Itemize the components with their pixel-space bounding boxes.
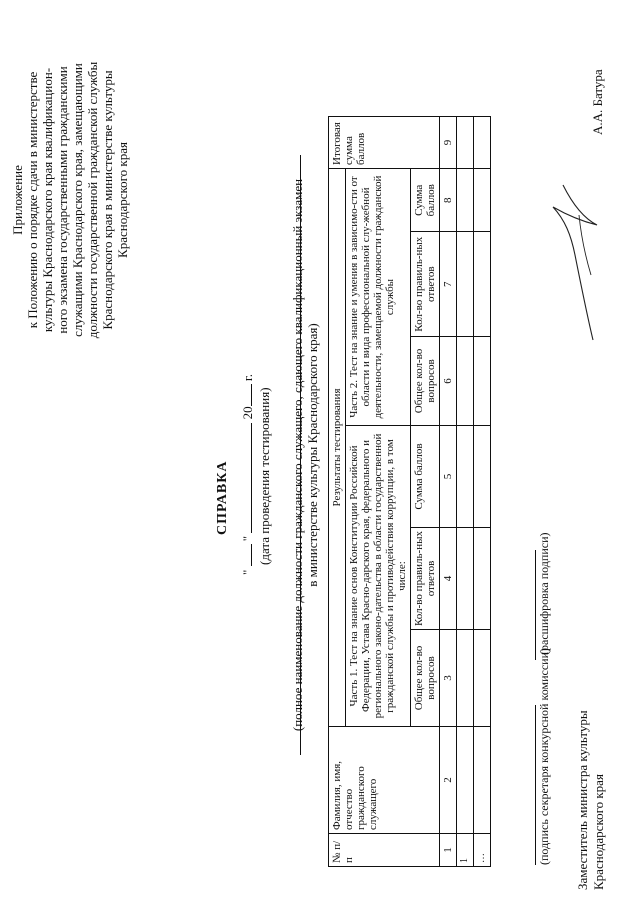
header-results: Результаты тестирования	[329, 169, 346, 727]
col-number-cell: 6	[440, 336, 457, 425]
appendix-block	[10, 50, 130, 350]
sub-total-questions-1: Общее кол-во вопросов	[411, 630, 440, 727]
table-cell: …	[474, 834, 491, 867]
day-blank	[240, 544, 252, 566]
table-cell	[474, 528, 491, 630]
table-row	[457, 117, 474, 867]
header-number: № п/п	[329, 834, 440, 867]
results-table	[328, 116, 491, 867]
secretary-signature-line	[535, 705, 536, 865]
sub-correct-answers-2: Кол-во правиль-ных ответов	[411, 232, 440, 336]
table-cell	[457, 630, 474, 727]
quote-open: "	[240, 569, 255, 575]
table-cell	[474, 426, 491, 528]
signer-title	[575, 710, 607, 890]
table-cell	[474, 727, 491, 834]
appendix-line: ного экзамена государственными гражданскими	[55, 66, 70, 334]
table-cell	[474, 630, 491, 727]
month-blank	[240, 423, 252, 533]
signer-title-line1: Заместитель министра культуры	[575, 710, 590, 890]
table-cell	[474, 117, 491, 169]
col-number-cell: 3	[440, 630, 457, 727]
decoding-caption: (расшифровка подписи)	[537, 532, 551, 655]
year-suffix: г.	[240, 374, 255, 382]
table-cell	[457, 336, 474, 425]
quote-close: "	[240, 535, 255, 542]
appendix-line: Краснодарского края в министерстве культуры	[100, 70, 115, 330]
col-number-cell: 5	[440, 426, 457, 528]
col-number-cell: 9	[440, 117, 457, 169]
table-cell	[457, 528, 474, 630]
col-number-cell: 7	[440, 232, 457, 336]
position-caption-line2: в министерстве культуры Краснодарского края)	[305, 323, 320, 587]
appendix-line: к Положению о порядке сдачи в министерстве	[25, 71, 40, 329]
appendix-line: культуры Краснодарского края квалификацион-	[40, 67, 55, 333]
handwritten-signature	[545, 165, 615, 345]
appendix-line: должности государственной гражданской службы	[85, 61, 100, 339]
col-number-cell: 1	[440, 834, 457, 867]
sub-score-2: Сумма баллов	[411, 169, 440, 232]
table-cell	[457, 117, 474, 169]
date-caption: (дата проведения тестирования)	[257, 387, 272, 565]
sub-total-questions-2: Общее кол-во вопросов	[411, 336, 440, 425]
year-blank	[240, 384, 252, 406]
header-total: Итоговая сумма баллов	[329, 117, 440, 169]
position-caption-line1: (полное наименование должности гражданского служащего, сдающего квалификационный экзамен	[290, 178, 305, 732]
header-part2: Часть 2. Тест на знание и умения в зависимо-сти от области и вида профессиональной слу-жебной деятельности, замещаемой должности гражданской службы	[346, 169, 411, 426]
table-cell: 1	[457, 834, 474, 867]
position-caption	[290, 145, 320, 765]
header-name: Фамилия, имя, отчество гражданского служащего	[329, 727, 440, 834]
table-cell	[474, 169, 491, 232]
appendix-heading: Приложение	[10, 165, 25, 235]
sub-correct-answers-1: Кол-во правиль-ных ответов	[411, 528, 440, 630]
col-number-cell: 4	[440, 528, 457, 630]
table-cell	[457, 426, 474, 528]
table-row	[474, 117, 491, 867]
header-part1: Часть 1. Тест на знание основ Конституции Российской Федерации, Устава Красно-дарского края, федерального и регионального законо-дательства в области государственной гражданской службы и противодействия коррупции, в том числе:	[346, 426, 411, 727]
appendix-line: служащими Краснодарского края, замещающими	[70, 63, 85, 337]
year-prefix: 20	[240, 406, 255, 420]
decoding-line	[535, 550, 536, 660]
table-cell	[457, 232, 474, 336]
table-cell	[457, 169, 474, 232]
sub-score-1: Сумма баллов	[411, 426, 440, 528]
table-cell	[474, 232, 491, 336]
date-row	[240, 374, 256, 575]
secretary-caption: (подпись секретаря конкурсной комиссии)	[537, 648, 551, 865]
appendix-line: Краснодарского края	[115, 142, 130, 258]
signer-title-line2: Краснодарского края	[591, 774, 606, 890]
document-title: СПРАВКА	[215, 460, 230, 535]
col-number-cell: 8	[440, 169, 457, 232]
signer-name: А.А. Батура	[590, 69, 605, 135]
col-number-cell: 2	[440, 727, 457, 834]
table-cell	[457, 727, 474, 834]
table-cell	[474, 336, 491, 425]
